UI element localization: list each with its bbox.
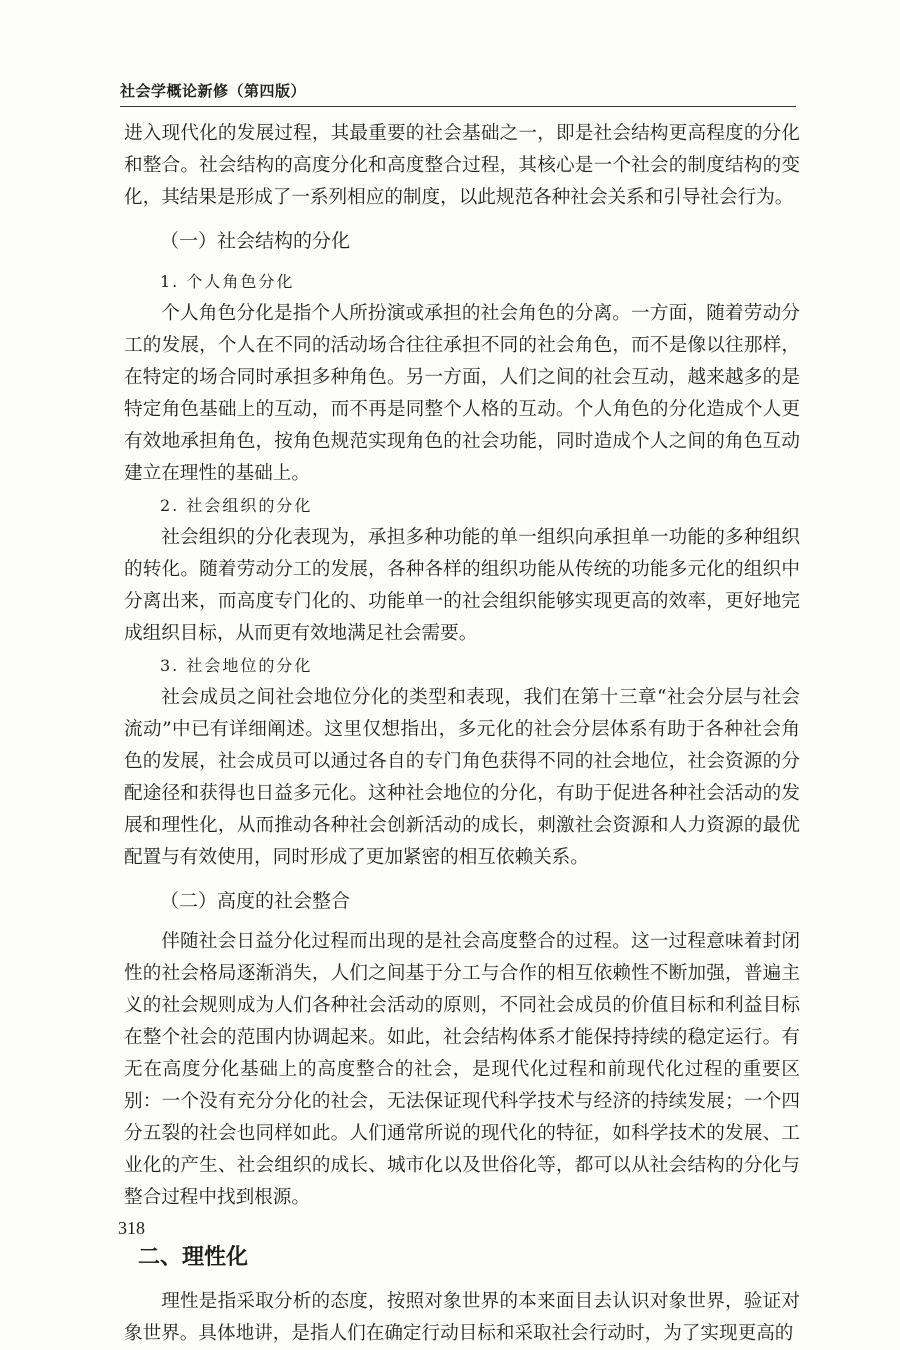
paragraph-role-differentiation: 个人角色分化是指个人所扮演或承担的社会角色的分离。一方面，随着劳动分工的发展，个人在不同的活动场合往往承担不同的社会角色，而不是像以往那样，在特定的场合同时承担多种角色。另一方面，人们之间的社会互动，越来越多的是特定角色基础上的互动，而不再是同整个人格的互动。个人角色的分化造成个人更有效地承担角色，按角色规范实现角色的社会功能，同时造成个人之间的角色互动建立在理性的基础上。 <box>124 303 800 484</box>
paragraph-organization-differentiation: 社会组织的分化表现为，承担多种功能的单一组织向承担单一功能的多种组织的转化。随着劳动分工的发展，各种各样的组织功能从传统的功能多元化的组织中分离出来，而高度专门化的、功能单一的社会组织能够实现更高的效率，更好地完成组织目标，从而更有效地满足社会需要。 <box>124 527 800 644</box>
header-divider <box>120 106 796 107</box>
subheading-organization-differentiation: 2. 社会组织的分化 <box>160 496 313 515</box>
running-header: 社会学概论新修（第四版） <box>120 82 307 100</box>
chapter-heading-rationalization: 二、理性化 <box>138 1245 249 1270</box>
paragraph-integration: 伴随社会日益分化过程而出现的是社会高度整合的过程。这一过程意味着封闭性的社会格局逐渐消失，人们之间基于分工与合作的相互依赖性不断加强，普遍主义的社会规则成为人们各种社会活动的原则，不同社会成员的价值目标和利益目标在整个社会的范围内协调起来。如此，社会结构体系才能保持持续的稳定运行。有无在高度分化基础上的高度整合的社会，是现代化过程和前现代化过程的重要区别：一个没有充分分化的社会，无法保证现代科学技术与经济的持续发展；一个四分五裂的社会也同样如此。人们通常所说的现代化的特征，如科学技术的发展、工业化的产生、社会组织的成长、城市化以及世俗化等，都可以从社会结构的分化与整合过程中找到根源。 <box>124 931 800 1208</box>
page-number: 318 <box>118 1218 145 1238</box>
paragraph-status-differentiation: 社会成员之间社会地位分化的类型和表现，我们在第十三章“社会分层与社会流动”中已有详细阐述。这里仅想指出，多元化的社会分层体系有助于各种社会角色的发展，社会成员可以通过各自的专门角色获得不同的社会地位，社会资源的分配途径和获得也日益多元化。这种社会地位的分化，有助于促进各种社会活动的发展和理性化，从而推动各种社会创新活动的成长，刺激社会资源和人力资源的最优配置与有效使用，同时形成了更加紧密的相互依赖关系。 <box>124 687 800 868</box>
paragraph-rationalization: 理性是指采取分析的态度，按照对象世界的本来面目去认识对象世界，验证对象世界。具体地讲，是指人们在确定行动目标和采取社会行动时，为了实现更高的 <box>124 1291 800 1344</box>
intro-paragraph: 进入现代化的发展过程，其最重要的社会基础之一，即是社会结构更高程度的分化和整合。社会结构的高度分化和高度整合过程，其核心是一个社会的制度结构的变化，其结果是形成了一系列相应的制度，以此规范各种社会关系和引导社会行为。 <box>124 123 800 208</box>
subheading-role-differentiation: 1. 个人角色分化 <box>160 272 295 291</box>
section-heading-integration: （二）高度的社会整合 <box>160 890 351 912</box>
page-body <box>124 118 800 1350</box>
subheading-status-differentiation: 3. 社会地位的分化 <box>160 656 313 675</box>
section-heading-differentiation: （一）社会结构的分化 <box>160 230 351 252</box>
